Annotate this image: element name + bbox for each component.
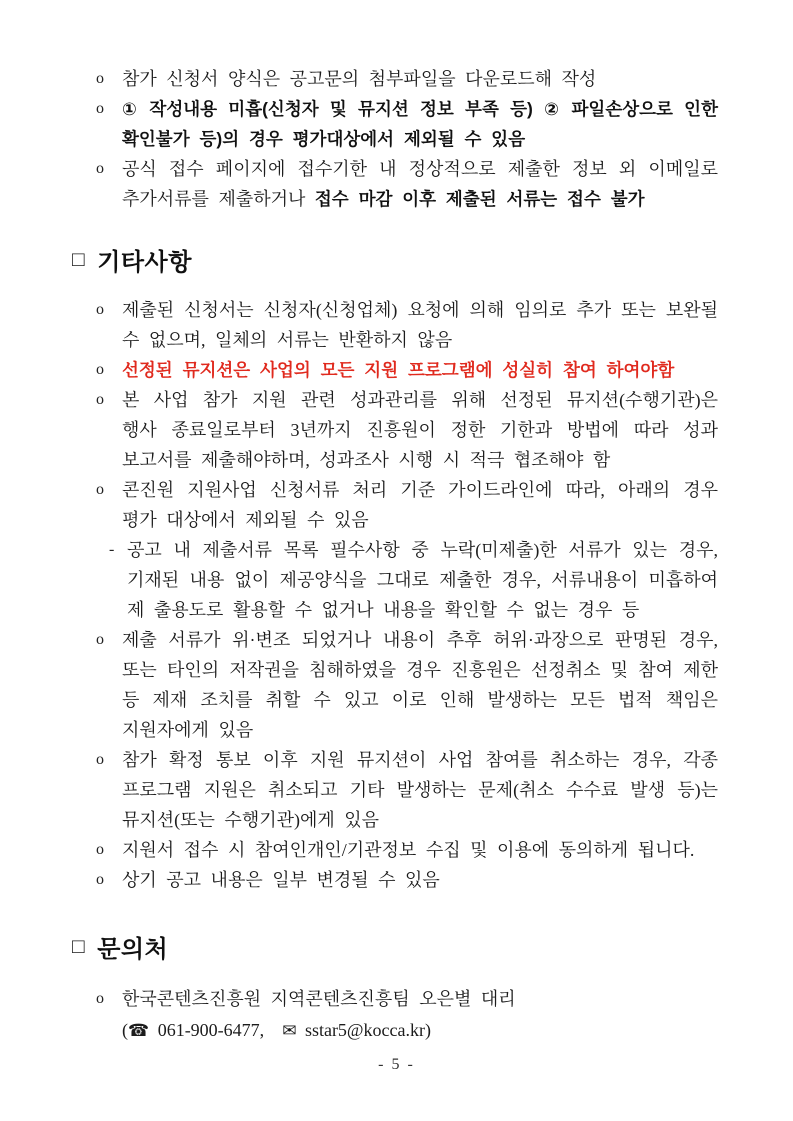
section-square-icon: □ bbox=[72, 248, 86, 271]
bullet-icon: o bbox=[96, 841, 104, 858]
item-text: 참가 신청서 양식은 공고문의 첨부파일을 다운로드해 작성 bbox=[122, 69, 597, 89]
list-item bbox=[96, 94, 718, 154]
phone-icon: ☎ bbox=[128, 1021, 150, 1041]
paren-open: ( bbox=[122, 1020, 128, 1040]
contact-email: sstar5@kocca.kr bbox=[304, 1020, 425, 1040]
bullet-icon: o bbox=[96, 391, 104, 408]
sub-list-item bbox=[109, 535, 718, 625]
contact-phone: 061-900-6477, bbox=[157, 1020, 265, 1040]
list-item bbox=[96, 745, 718, 835]
bullet-icon: o bbox=[96, 990, 104, 1007]
item-text: 공고 내 제출서류 목록 필수사항 중 누락(미제출)한 서류가 있는 경우, 기재된 내용 없이 제공양식을 그대로 제출한 경우, 서류내용이 미흡하여 제 출용도로 활용할 수 없거나 내용을 확인할 수 없는 경우 등 bbox=[127, 540, 718, 620]
item-text-red-emphasis: 선정된 뮤지션은 사업의 모든 지원 프로그램에 성실히 참여 하여야함 bbox=[122, 360, 675, 380]
bullet-icon: o bbox=[96, 631, 104, 648]
list-item bbox=[96, 475, 718, 535]
list-item bbox=[96, 865, 718, 895]
bullet-icon: o bbox=[96, 481, 104, 498]
list-item bbox=[96, 835, 718, 865]
contact-detail-line bbox=[122, 1014, 718, 1047]
list-item bbox=[96, 625, 718, 745]
list-item bbox=[96, 355, 718, 385]
item-text: 제출된 신청서는 신청자(신청업체) 요청에 의해 임의로 추가 또는 보완될 수 없으며, 일체의 서류는 반환하지 않음 bbox=[122, 300, 718, 350]
intro-list bbox=[96, 64, 718, 214]
etc-list bbox=[96, 295, 718, 895]
list-item bbox=[96, 385, 718, 475]
section-title: 기타사항 bbox=[97, 249, 192, 276]
list-item bbox=[96, 154, 718, 214]
contact-org-text: 한국콘텐츠진흥원 지역콘텐츠진흥팀 오은별 대리 bbox=[122, 989, 516, 1009]
item-text: 콘진원 지원사업 신청서류 처리 기준 가이드라인에 따라, 아래의 경우 평가 대상에서 제외될 수 있음 bbox=[122, 480, 718, 530]
bullet-icon: o bbox=[96, 70, 104, 87]
list-item bbox=[96, 295, 718, 355]
dash-icon: - bbox=[109, 541, 115, 558]
item-text-normal-segment: 공식 접수 페이지에 접수기한 내 정상적으로 제출한 정보 외 이메일로 추가서류를 제출하거나 bbox=[122, 159, 718, 209]
item-text: 상기 공고 내용은 일부 변경될 수 있음 bbox=[122, 870, 440, 890]
item-text: 본 사업 참가 지원 관련 성과관리를 위해 선정된 뮤지션(수행기관)은 행사 종료일로부터 3년까지 진흥원이 정한 기한과 방법에 따라 성과 보고서를 제출해야하며, 성과조사 시행 시 적극 협조해야 함 bbox=[122, 390, 718, 470]
bullet-icon: o bbox=[96, 871, 104, 888]
section-header-etc bbox=[72, 242, 718, 277]
section-title: 문의처 bbox=[97, 936, 169, 963]
contact-org-line bbox=[96, 984, 718, 1014]
section-square-icon: □ bbox=[72, 935, 86, 958]
bullet-icon: o bbox=[96, 751, 104, 768]
bullet-icon: o bbox=[96, 160, 104, 177]
mail-icon: ✉ bbox=[282, 1021, 297, 1041]
item-text-bold: ① 작성내용 미흡(신청자 및 뮤지션 정보 부족 등) ② 파일손상으로 인한 확인불가 등)의 경우 평가대상에서 제외될 수 있음 bbox=[122, 99, 718, 149]
contact-block bbox=[96, 984, 718, 1047]
bullet-icon: o bbox=[96, 361, 104, 378]
bullet-icon: o bbox=[96, 301, 104, 318]
page-number: - 5 - bbox=[378, 1056, 415, 1073]
item-text: 참가 확정 통보 이후 지원 뮤지션이 사업 참여를 취소하는 경우, 각종 프로그램 지원은 취소되고 기타 발생하는 문제(취소 수수료 발생 등)는 뮤지션(또는 수행기관)에게 있음 bbox=[122, 750, 718, 830]
paren-close: ) bbox=[424, 1020, 431, 1040]
list-item bbox=[96, 64, 718, 94]
item-text-bold-segment: 접수 마감 이후 제출된 서류는 접수 불가 bbox=[314, 189, 645, 209]
item-text: 제출 서류가 위·변조 되었거나 내용이 추후 허위·과장으로 판명된 경우, 또는 타인의 저작권을 침해하였을 경우 진흥원은 선정취소 및 참여 제한 등 제재 조치를 취할 수 있고 이로 인해 발생하는 모든 법적 책임은 지원자에게 있음 bbox=[122, 630, 718, 740]
item-text bbox=[122, 154, 718, 214]
bullet-icon: o bbox=[96, 100, 104, 117]
section-header-contact bbox=[72, 929, 718, 964]
item-text: 지원서 접수 시 참여인개인/기관정보 수집 및 이용에 동의하게 됩니다. bbox=[122, 840, 695, 860]
